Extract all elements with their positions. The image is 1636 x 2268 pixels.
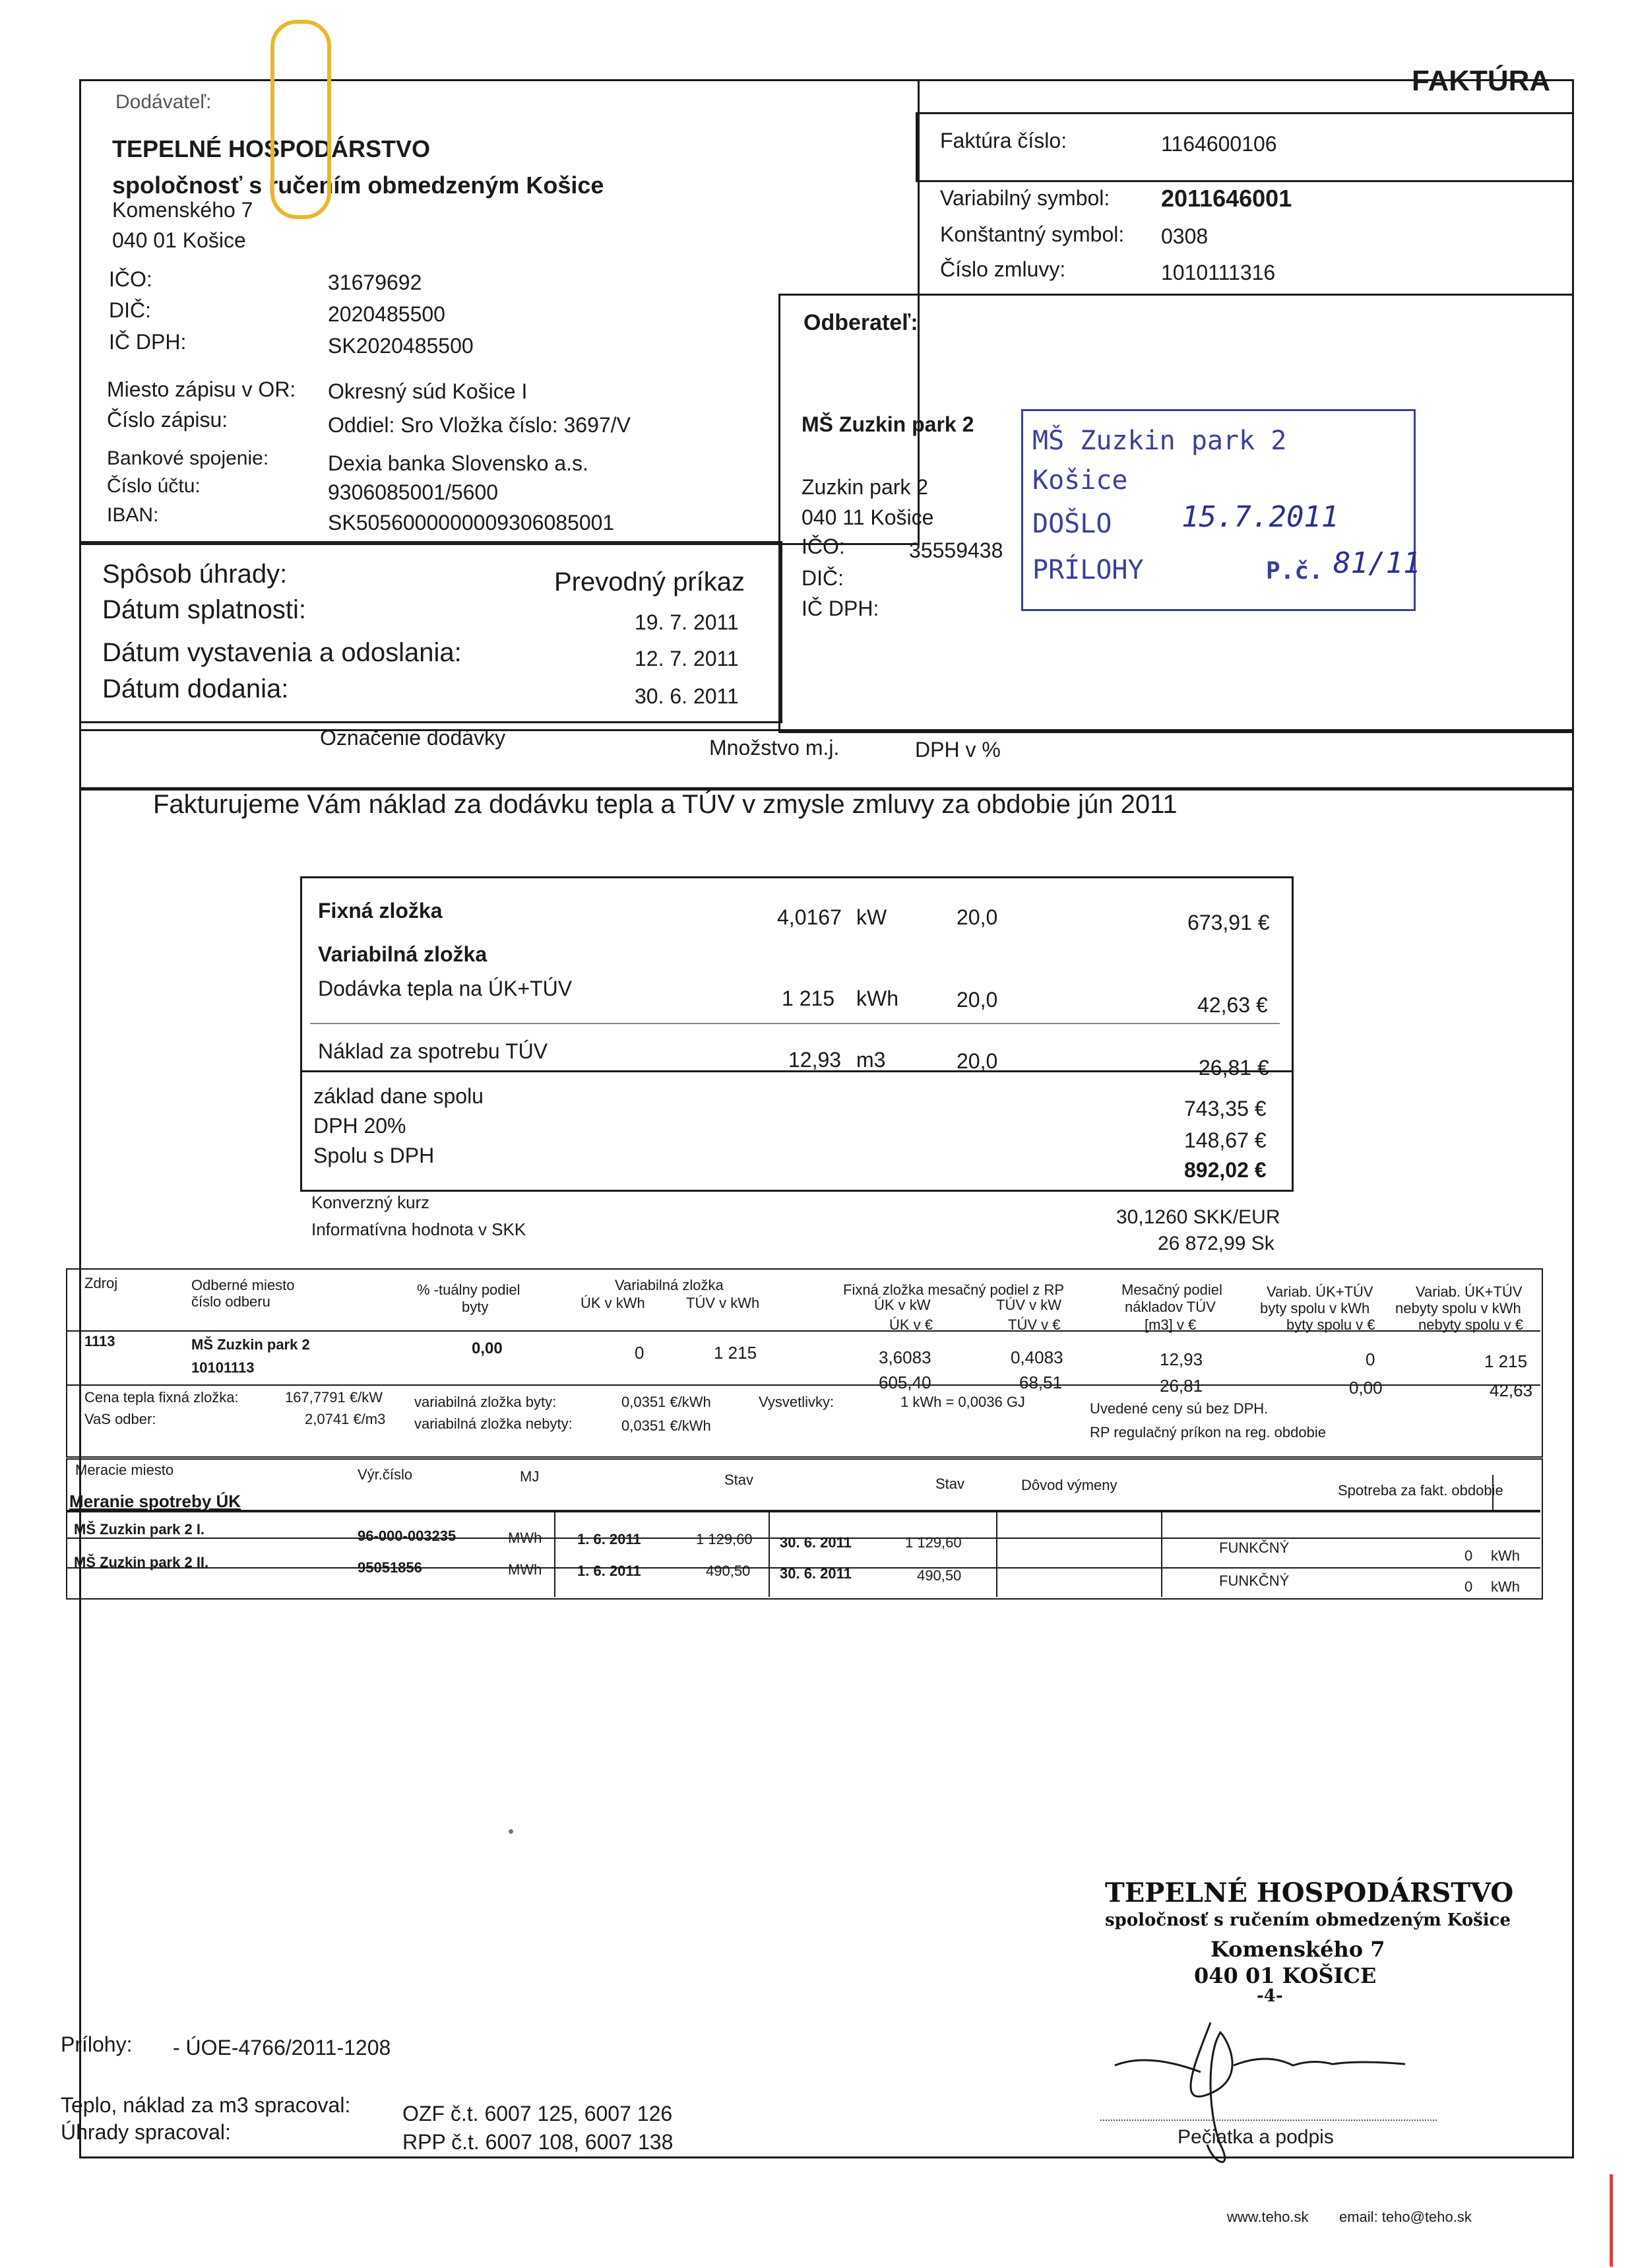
customer-street: Zuzkin park 2: [802, 475, 929, 499]
meter-1-date-start: 1. 6. 2011: [577, 1531, 641, 1547]
invoice-intro: Fakturujeme Vám náklad za dodávku tepla a TÚV v zmysle zmluvy za obdobie jún 2011: [153, 790, 1178, 819]
detail-h-fix-uke: ÚK v €: [889, 1316, 933, 1333]
supplier-dic-label: DIČ:: [109, 298, 151, 322]
payment-method: Prevodný príkaz: [554, 567, 745, 597]
tuv-vat: 20,0: [957, 1049, 998, 1073]
total-amount: 892,02 €: [1184, 1158, 1267, 1182]
issue-date: 12. 7. 2011: [635, 647, 739, 670]
note-var-nonflats-label: variabilná zložka nebyty:: [414, 1415, 573, 1432]
supplier-acc-label: Číslo účtu:: [107, 475, 201, 497]
meters-col-div-1: [554, 1511, 555, 1597]
supplier-label: Dodávateľ:: [115, 91, 212, 113]
attachments-value: - ÚOE-4766/2011-1208: [173, 2036, 391, 2059]
detail-h-var-nonflats-2: nebyty spolu v kWh: [1395, 1300, 1521, 1316]
heat-unit: kWh: [856, 987, 898, 1010]
customer-dic-label: DIČ:: [802, 566, 844, 590]
meter-2-status: FUNKČNÝ: [1219, 1572, 1290, 1589]
meter-2-serial: 95051856: [358, 1559, 422, 1576]
detail-h-place-2: číslo odberu: [191, 1293, 270, 1310]
note-vas: 2,0741 €/m3: [305, 1411, 386, 1427]
detail-r-var-flats-1: 0: [1366, 1349, 1375, 1369]
detail-h-source: Zdroj: [84, 1275, 118, 1291]
signature-line: [1100, 2120, 1437, 2121]
heat-qty: 1 215: [782, 987, 835, 1010]
meter-2-unit: MWh: [508, 1561, 542, 1578]
supplier-iban: SK5056000000009306085001: [328, 511, 615, 535]
meter-1-unit: MWh: [508, 1530, 542, 1546]
fixed-unit: kW: [856, 905, 887, 929]
note-fixed-price-label: Cena tepla fixná zložka:: [84, 1389, 239, 1406]
detail-r-var-uk: 0: [635, 1343, 645, 1363]
detail-h-var-uk: ÚK v kWh: [581, 1295, 645, 1311]
received-stamp: [1021, 409, 1421, 611]
detail-r-monthly-2: 26,81: [1160, 1376, 1203, 1396]
stamp-pc: P.č.: [1266, 558, 1323, 585]
note-var-flats: 0,0351 €/kWh: [621, 1394, 711, 1410]
supplier-dic: 2020485500: [328, 302, 445, 326]
meters-header-divider: [66, 1510, 1540, 1512]
meters-col-div-3: [996, 1511, 997, 1597]
tuv-label: Náklad za spotrebu TÚV: [318, 1039, 548, 1063]
meters-section-title: Meranie spotreby ÚK: [69, 1491, 241, 1511]
meter-2-value-end: 490,50: [917, 1567, 962, 1584]
detail-r-fix-tuvkw: 0,4083: [1011, 1347, 1063, 1367]
tax-base-label: základ dane spolu: [313, 1084, 484, 1108]
supplier-regno: Oddiel: Sro Vložka číslo: 3697/V: [328, 413, 631, 437]
meters-h-serial: Výr.číslo: [358, 1466, 413, 1483]
vat-amount: 148,67 €: [1184, 1128, 1267, 1152]
detail-h-monthly-1: Mesačný podiel: [1121, 1281, 1222, 1298]
detail-r-fix-tuve: 68,51: [1019, 1373, 1063, 1392]
fixed-label: Fixná zložka: [318, 899, 443, 923]
detail-r-var-nonflats-1: 1 215: [1484, 1351, 1528, 1371]
supplier-name: TEPELNÉ HOSPODÁRSTVO: [112, 135, 431, 162]
scan-dot: •: [508, 1821, 515, 1841]
detail-r-monthly-1: 12,93: [1160, 1349, 1203, 1369]
items-subline: [310, 1023, 1280, 1024]
stamp-line-1: MŠ Zuzkin park 2: [1032, 426, 1287, 456]
detail-r-number: 10101113: [191, 1359, 255, 1376]
detail-h-share-2: byty: [462, 1299, 489, 1315]
supplier-ico: 31679692: [328, 271, 422, 294]
tuv-qty: 12,93: [788, 1048, 842, 1072]
attachments-label: Prílohy:: [61, 2032, 133, 2056]
due-date-label: Dátum splatnosti:: [102, 595, 307, 624]
detail-row-divider: [66, 1384, 1540, 1386]
note-var-flats-label: variabilná zložka byty:: [414, 1394, 557, 1410]
note-vas-label: VaS odber:: [84, 1411, 156, 1427]
detail-r-var-tuv: 1 215: [714, 1343, 757, 1363]
meter-1-status: FUNKČNÝ: [1219, 1539, 1290, 1556]
ks-value: 0308: [1161, 224, 1209, 248]
supplier-bank-label: Bankové spojenie:: [107, 447, 269, 469]
vat-label: DPH 20%: [313, 1114, 406, 1138]
col-designation: Označenie dodávky: [320, 726, 506, 750]
meters-col-div-4: [1161, 1511, 1162, 1597]
footer-email: email: teho@teho.sk: [1339, 2209, 1472, 2225]
heat-vat: 20,0: [957, 988, 998, 1012]
note-explanations-label: Vysvetlivky:: [759, 1394, 834, 1410]
meter-1-value-start: 1 129,60: [696, 1531, 753, 1547]
meter-1-consumption: 0: [1464, 1547, 1473, 1564]
supplier-regno-label: Číslo zápisu:: [107, 408, 228, 432]
detail-r-source: 1113: [84, 1333, 115, 1349]
detail-r-place: MŠ Zuzkin park 2: [191, 1336, 310, 1353]
detail-h-var-flats-1: Variab. ÚK+TÚV: [1267, 1283, 1373, 1300]
tuv-unit: m3: [856, 1048, 886, 1072]
detail-r-var-flats-2: 0,00: [1349, 1378, 1383, 1398]
meter-2-consumption-unit: kWh: [1491, 1578, 1520, 1595]
meter-2-place: MŠ Zuzkin park 2 II.: [74, 1554, 209, 1571]
tax-base-amount: 743,35 €: [1184, 1097, 1267, 1120]
stamp-line-2: Košice: [1032, 465, 1128, 496]
customer-name: MŠ Zuzkin park 2: [802, 412, 974, 436]
variable-label: Variabilná zložka: [318, 942, 488, 966]
meter-2-value-start: 490,50: [706, 1563, 751, 1579]
rate-value: 30,1260 SKK/EUR: [1116, 1206, 1280, 1228]
detail-h-var-flats-3: byty spolu v €: [1286, 1316, 1375, 1333]
meters-h-reason: Dôvod výmeny: [1021, 1477, 1117, 1493]
customer-city: 040 11 Košice: [802, 505, 934, 529]
ks-label: Konštantný symbol:: [940, 222, 1125, 246]
meter-1-consumption-unit: kWh: [1491, 1547, 1520, 1564]
company-stamp-line-2: spoločnosť s ručením obmedzeným Košice: [1105, 1910, 1511, 1930]
note-prices-excl-vat: Uvedené ceny sú bez DPH.: [1090, 1400, 1269, 1417]
customer-label: Odberateľ:: [803, 310, 918, 335]
detail-h-var-nonflats-1: Variab. ÚK+TÚV: [1416, 1283, 1523, 1300]
meter-1-serial: 96-000-003235: [358, 1528, 456, 1544]
company-stamp-line-3: Komenského 7: [1211, 1937, 1385, 1962]
heat-amount: 42,63 €: [1197, 993, 1268, 1017]
supplier-reg-label: Miesto zápisu v OR:: [107, 377, 296, 401]
detail-r-share: 0,00: [472, 1340, 503, 1357]
company-stamp-line-1: TEPELNÉ HOSPODÁRSTVO: [1105, 1877, 1514, 1908]
detail-h-fixed: Fixná zložka mesačný podiel z RP: [843, 1281, 1065, 1298]
vs-label: Variabilný symbol:: [940, 186, 1110, 210]
supplier-city: 040 01 Košice: [112, 228, 246, 252]
skk-label: Informatívna hodnota v SKK: [311, 1219, 526, 1239]
customer-ico-label: IČO:: [802, 535, 845, 558]
contract-label: Číslo zmluvy:: [940, 257, 1066, 281]
fixed-vat: 20,0: [957, 905, 998, 929]
contract-value: 1010111316: [1161, 261, 1276, 284]
meters-h-stav-2: Stav: [935, 1475, 965, 1492]
stamp-line-3: DOŠLO: [1032, 509, 1112, 539]
detail-r-var-nonflats-2: 42,63: [1490, 1380, 1533, 1400]
col-quantity: Množstvo m.j.: [709, 736, 840, 760]
supplier-ico-label: IČO:: [109, 267, 152, 291]
note-rp: RP regulačný príkon na reg. obdobie: [1090, 1424, 1326, 1441]
detail-h-var-nonflats-3: nebyty spolu v €: [1418, 1316, 1523, 1333]
col-vat: DPH v %: [915, 738, 1001, 761]
supplier-street: Komenského 7: [112, 198, 253, 222]
supplier-iban-label: IBAN:: [107, 504, 159, 526]
stamp-handwritten-date: 15.7.2011: [1181, 500, 1339, 534]
supplier-acc: 9306085001/5600: [328, 480, 499, 504]
payment-method-label: Spôsob úhrady:: [102, 560, 288, 589]
skk-value: 26 872,99 Sk: [1158, 1233, 1274, 1254]
invoice-no: 1164600106: [1161, 132, 1277, 156]
detail-h-fix-tuve: TÚV v €: [1008, 1316, 1061, 1333]
fixed-qty: 4,0167: [777, 905, 842, 929]
detail-h-var-flats-2: byty spolu v kWh: [1260, 1300, 1370, 1316]
detail-h-monthly-2: nákladov TÚV: [1125, 1299, 1216, 1315]
meters-h-consumption: Spotreba za fakt. obdobie: [1338, 1482, 1503, 1499]
note-explanations: 1 kWh = 0,0036 GJ: [900, 1394, 1025, 1410]
processed-heat-value: OZF č.t. 6007 125, 6007 126: [402, 2102, 673, 2125]
meter-1-place: MŠ Zuzkin park 2 I.: [74, 1521, 205, 1538]
processed-payments-value: RPP č.t. 6007 108, 6007 138: [402, 2130, 674, 2154]
customer-ico: 35559438: [909, 538, 1003, 562]
paperclip: [270, 20, 331, 219]
supplier-name-2: spoločnosť s ručením obmedzeným Košice: [112, 172, 604, 199]
meter-2-date-start: 1. 6. 2011: [577, 1563, 641, 1579]
detail-h-fix-ukkw: ÚK v kW: [874, 1297, 931, 1313]
note-fixed-price: 167,7791 €/kW: [285, 1389, 383, 1406]
note-var-nonflats: 0,0351 €/kWh: [621, 1417, 711, 1434]
detail-h-variable: Variabilná zložka: [615, 1277, 724, 1293]
meter-1-date-end: 30. 6. 2011: [780, 1534, 852, 1551]
heat-label: Dodávka tepla na ÚK+TÚV: [318, 977, 573, 1000]
detail-h-share-1: % -tuálny podiel: [417, 1281, 520, 1298]
detail-r-fix-ukkw: 3,6083: [879, 1347, 931, 1367]
issue-date-label: Dátum vystavenia a odoslania:: [102, 638, 462, 667]
signature-label: Pečiatka a podpis: [1178, 2126, 1334, 2148]
stamp-line-4: PRÍLOHY: [1032, 555, 1144, 585]
meters-h-mj: MJ: [520, 1468, 540, 1485]
scan-edge-mark: [1610, 2174, 1613, 2267]
detail-h-place-1: Odberné miesto: [191, 1277, 295, 1293]
detail-r-fix-uke: 605,40: [879, 1373, 931, 1392]
detail-h-var-tuv: TÚV v kWh: [686, 1295, 760, 1311]
vs-value: 2011646001: [1161, 185, 1292, 212]
tuv-amount: 26,81 €: [1199, 1056, 1269, 1080]
stamp-handwritten-number: 81/11: [1333, 546, 1421, 580]
meters-col-div-2: [769, 1511, 770, 1597]
page-title: FAKTÚRA: [1412, 65, 1551, 97]
supplier-reg: Okresný súd Košice I: [328, 379, 528, 403]
detail-h-monthly-3: [m3] v €: [1145, 1316, 1197, 1333]
due-date: 19. 7. 2011: [635, 610, 739, 634]
delivery-date-label: Dátum dodania:: [102, 674, 289, 703]
processed-heat-label: Teplo, náklad za m3 spracoval:: [61, 2093, 351, 2117]
detail-h-fix-tuvkw: TÚV v kW: [996, 1297, 1061, 1313]
delivery-date: 30. 6. 2011: [635, 684, 739, 708]
meters-h-place: Meracie miesto: [75, 1462, 174, 1478]
company-stamp-line-5: -4-: [1257, 1986, 1283, 2006]
fixed-amount: 673,91 €: [1187, 911, 1270, 934]
supplier-icdph: SK2020485500: [328, 334, 474, 358]
meter-2-date-end: 30. 6. 2011: [780, 1565, 852, 1582]
rate-label: Konverzný kurz: [311, 1192, 430, 1212]
meter-1-value-end: 1 129,60: [905, 1534, 962, 1551]
meter-2-consumption: 0: [1464, 1578, 1473, 1595]
meters-h-stav-1: Stav: [724, 1472, 754, 1488]
total-label: Spolu s DPH: [313, 1144, 435, 1167]
footer-web: www.teho.sk: [1227, 2209, 1309, 2225]
customer-icdph-label: IČ DPH:: [802, 597, 879, 620]
processed-payments-label: Úhrady spracoval:: [61, 2120, 231, 2144]
invoice-no-label: Faktúra číslo:: [940, 129, 1067, 152]
supplier-icdph-label: IČ DPH:: [109, 330, 187, 354]
supplier-bank: Dexia banka Slovensko a.s.: [328, 451, 588, 475]
company-stamp-line-4: 040 01 KOŠICE: [1194, 1963, 1377, 1988]
